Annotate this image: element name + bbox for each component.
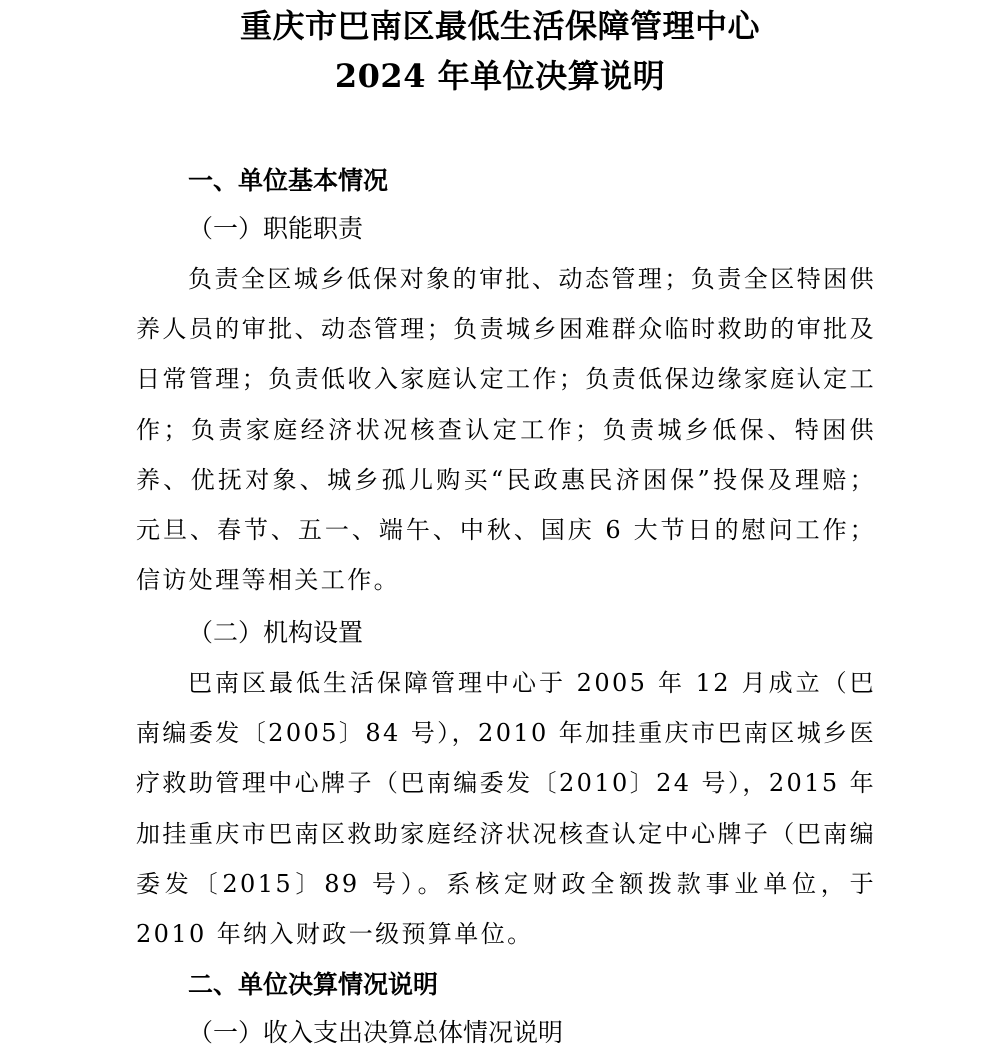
section-heading-basic-info: 一、单位基本情况 — [188, 166, 389, 195]
section-heading-final-accounts: 二、单位决算情况说明 — [188, 970, 439, 999]
subsection-heading-income-expenditure: （一）收入支出决算总体情况说明 — [188, 1018, 564, 1047]
document-subtitle: 2024 年单位决算说明 — [334, 57, 666, 95]
subsection-heading-organization: （二）机构设置 — [188, 618, 364, 647]
paragraph-organization: 巴南区最低生活保障管理中心于 2005 年 12 月成立（巴南编委发〔2005〕84 号），2010 年加挂重庆市巴南区城乡医疗救助管理中心牌子（巴南编委发〔2010〕24 号），2015 年加挂重庆市巴南区救助家庭经济状况核查认定中心牌子（巴南编委发〔2015〕89 号）。系核定财政全额拨款事业单位，于 2010 年纳入财政一级预算单位。 — [136, 669, 876, 949]
subsection-heading-functions: （一）职能职责 — [188, 214, 364, 243]
paragraph-functions: 负责全区城乡低保对象的审批、动态管理；负责全区特困供养人员的审批、动态管理；负责城乡困难群众临时救助的审批及日常管理；负责低收入家庭认定工作；负责低保边缘家庭认定工作；负责家庭经济状况核查认定工作；负责城乡低保、特困供养、优抚对象、城乡孤儿购买“民政惠民济困保”投保及理赔；元旦、春节、五一、端午、中秋、国庆 6 大节日的慰问工作；信访处理等相关工作。 — [136, 265, 876, 595]
document-title: 重庆市巴南区最低生活保障管理中心 — [239, 7, 760, 45]
